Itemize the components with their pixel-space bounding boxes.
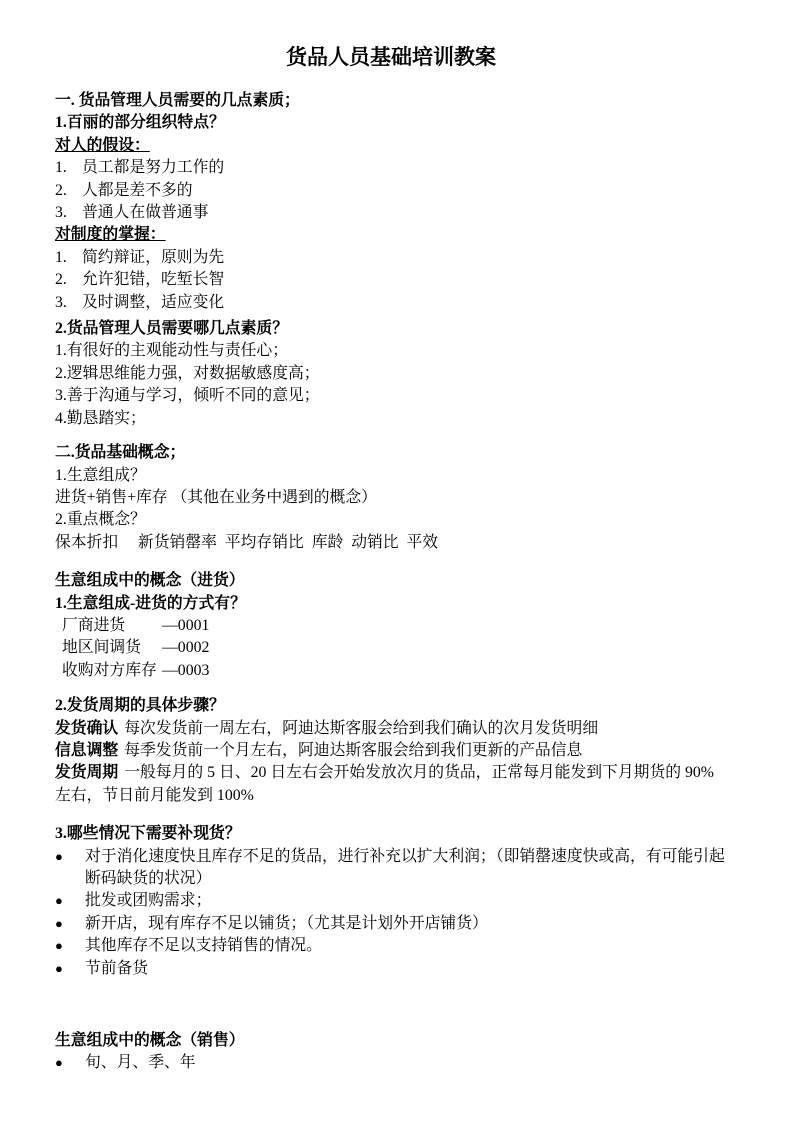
cycle-step-text: 一般每月的 5 日、20 日左右会开始发放次月的货品，正常每月能发到下月期货的 90%左右，节日前月能发到 100% bbox=[55, 764, 714, 804]
list-item bbox=[55, 269, 727, 291]
list-item-number: 1. bbox=[55, 248, 67, 266]
purchase-question-methods: 1.生意组成-进货的方式有？ bbox=[55, 594, 246, 612]
people-assumptions-title-text: 对人的假设： bbox=[55, 136, 150, 154]
purchase-method-code: —0001 bbox=[162, 616, 210, 634]
purchase-method-name: 地区间调货 bbox=[62, 639, 141, 657]
purchase-method-row bbox=[55, 660, 727, 682]
list-item-number: 2. bbox=[55, 181, 67, 199]
sales-bullet-text: 旬、月、季、年 bbox=[85, 1054, 196, 1072]
purchase-method-row bbox=[55, 637, 727, 659]
cycle-step-text: 每季发货前一个月左右，阿迪达斯客服会给到我们更新的产品信息 bbox=[124, 741, 583, 759]
purchase-method-code: —0003 bbox=[162, 661, 210, 679]
page-title: 货品人员基础培训教案 bbox=[286, 45, 496, 69]
document-content bbox=[55, 42, 727, 1075]
restock-bullet-text: 节前备货 bbox=[85, 959, 149, 977]
section1-question-org: 1.百丽的部分组织特点？ bbox=[55, 114, 225, 132]
cycle-step bbox=[55, 718, 727, 740]
people-assumptions-title bbox=[55, 135, 727, 157]
section1-question-qualities: 2.货品管理人员需要哪几点素质？ bbox=[55, 320, 289, 338]
sales-bullet-item bbox=[55, 1052, 727, 1074]
restock-bullet-text: 新开店，现有库存不足以铺货；（尤其是计划外开店铺货） bbox=[85, 914, 488, 932]
bullet-icon: ● bbox=[55, 893, 63, 909]
list-item bbox=[55, 157, 727, 179]
section2-question-composition: 1.生意组成？ bbox=[55, 466, 146, 484]
quality-answer: 4.勤恳踏实； bbox=[55, 409, 146, 427]
section2-answer-composition: 进货+销售+库存 （其他在业务中遇到的概念） bbox=[55, 488, 377, 506]
system-grasp-title bbox=[55, 224, 727, 246]
purchase-question-cycle: 2.发货周期的具体步骤？ bbox=[55, 697, 225, 715]
restock-bullet-text: 其他库存不足以支持销售的情况。 bbox=[85, 937, 322, 955]
quality-answer: 1.有很好的主观能动性与责任心； bbox=[55, 342, 289, 360]
list-item-number: 1. bbox=[55, 159, 67, 177]
quality-answer: 3.善于沟通与学习，倾听不同的意见； bbox=[55, 387, 320, 405]
restock-bullet-item bbox=[55, 890, 727, 912]
list-item bbox=[55, 202, 727, 224]
bullet-icon: ● bbox=[55, 960, 63, 976]
bullet-icon: ● bbox=[55, 848, 63, 864]
bullet-icon: ● bbox=[55, 938, 63, 954]
system-grasp-title-text: 对制度的掌握： bbox=[55, 226, 166, 244]
bullet-icon: ● bbox=[55, 915, 63, 931]
cycle-step-label: 信息调整 bbox=[55, 741, 119, 759]
list-item-number: 2. bbox=[55, 271, 67, 289]
section2-question-concepts: 2.重点概念？ bbox=[55, 511, 146, 529]
cycle-step-text: 每次发货前一周左右，阿迪达斯客服会给到我们确认的次月发货明细 bbox=[124, 719, 599, 737]
bullet-icon: ● bbox=[55, 1055, 63, 1071]
sales-heading: 生意组成中的概念（销售） bbox=[55, 1032, 245, 1050]
list-item-text: 员工都是努力工作的 bbox=[82, 159, 225, 177]
purchase-heading: 生意组成中的概念（进货） bbox=[55, 572, 245, 590]
restock-bullet-item bbox=[55, 913, 727, 935]
quality-answer: 2.逻辑思维能力强，对数据敏感度高； bbox=[55, 364, 320, 382]
restock-bullet-item bbox=[55, 958, 727, 980]
list-item-text: 允许犯错，吃堑长智 bbox=[82, 271, 225, 289]
cycle-step-label: 发货周期 bbox=[55, 764, 119, 782]
restock-bullet-text: 批发或团购需求； bbox=[85, 892, 212, 910]
purchase-method-name: 厂商进货 bbox=[62, 616, 126, 634]
list-item-number: 3. bbox=[55, 293, 67, 311]
restock-bullet-item bbox=[55, 935, 727, 957]
list-item-text: 人都是差不多的 bbox=[82, 181, 193, 199]
list-item-text: 普通人在做普通事 bbox=[82, 204, 209, 222]
purchase-method-row bbox=[55, 615, 727, 637]
list-item bbox=[55, 247, 727, 269]
restock-bullet-item bbox=[55, 846, 727, 891]
restock-bullet-text: 对于消化速度快且库存不足的货品，进行补充以扩大利润；（即销罄速度快或高，有可能引起断码缺货的状况） bbox=[85, 847, 725, 887]
list-item-number: 3. bbox=[55, 204, 67, 222]
cycle-step bbox=[55, 740, 727, 762]
list-item bbox=[55, 292, 727, 314]
purchase-method-name: 收购对方库存 bbox=[62, 661, 157, 679]
section2-answer-concepts: 保本折扣 新货销罄率 平均存销比 库龄 动销比 平效 bbox=[55, 533, 439, 551]
list-item bbox=[55, 180, 727, 202]
purchase-question-restock: 3.哪些情况下需要补现货？ bbox=[55, 825, 241, 843]
list-item-text: 简约辩证，原则为先 bbox=[82, 248, 225, 266]
cycle-step bbox=[55, 762, 727, 807]
list-item-text: 及时调整，适应变化 bbox=[82, 293, 225, 311]
purchase-method-code: —0002 bbox=[162, 639, 210, 657]
section2-heading: 二.货品基础概念； bbox=[55, 444, 186, 462]
cycle-step-label: 发货确认 bbox=[55, 719, 119, 737]
section1-heading: 一. 货品管理人员需要的几点素质； bbox=[55, 92, 300, 109]
